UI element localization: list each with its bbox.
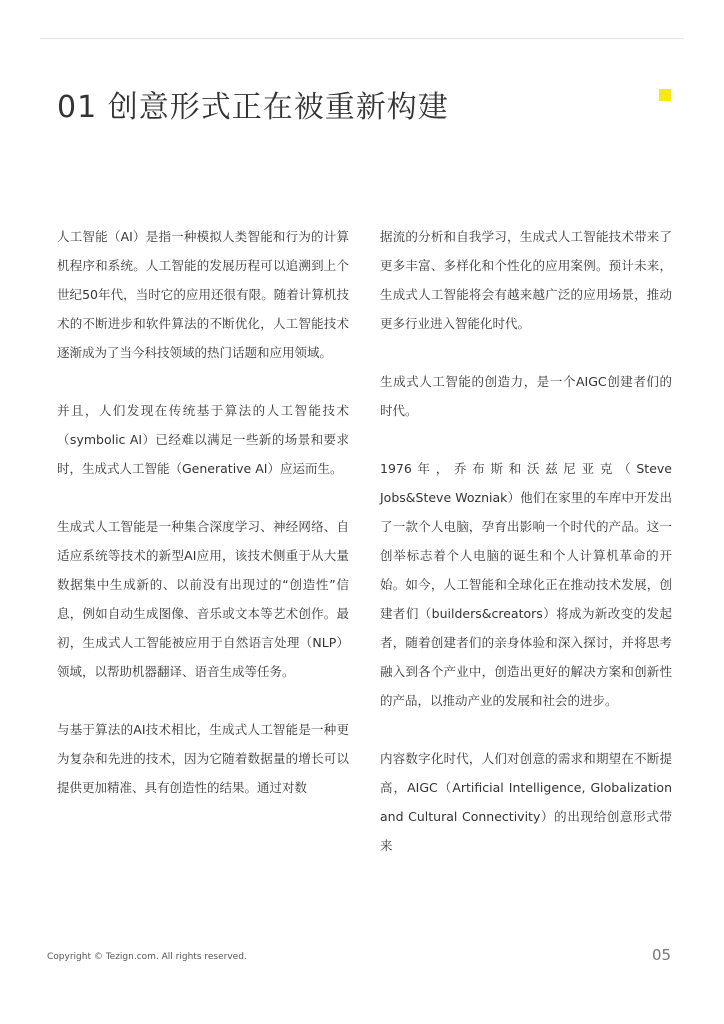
body-paragraph: 生成式人工智能是一种集合深度学习、神经网络、自适应系统等技术的新型AI应用，该技术侧重于从大量数据集中生成新的、以前没有出现过的“创造性”信息，例如自动生成图像、音乐或文本等艺术创作。最初，生成式人工智能被应用于自然语言处理（NLP）领域，以帮助机器翻译、语音生成等任务。 <box>57 519 349 679</box>
header-divider <box>40 38 684 39</box>
body-paragraph: 内容数字化时代，人们对创意的需求和期望在不断提高，AIGC（Artificial Intelligence, Globalization and Cultural Connectivity）的出现给创意形式带来 <box>380 751 672 853</box>
footer-copyright: Copyright © Tezign.com. All rights reserved. <box>47 952 247 962</box>
body-paragraph: 1976年，乔布斯和沃兹尼亚克（Steve Jobs&Steve Wozniak）他们在家里的车库中开发出了一款个人电脑，孕育出影响一个时代的产品。这一创举标志着个人电脑的诞生和个人计算机革命的开始。如今，人工智能和全球化正在推动技术发展，创建者们（builders&creators）将成为新改变的发起者，随着创建者们的亲身体验和深入探讨，并将思考融入到各个产业中，创造出更好的解决方案和创新性的产品，以推动产业的发展和社会的进步。 <box>380 461 672 708</box>
body-paragraph: 并且，人们发现在传统基于算法的人工智能技术（symbolic AI）已经难以满足一些新的场景和要求时，生成式人工智能（Generative AI）应运而生。 <box>57 403 349 476</box>
accent-square-decoration <box>659 89 671 101</box>
body-paragraph: 与基于算法的AI技术相比，生成式人工智能是一种更为复杂和先进的技术，因为它随着数据量的增长可以提供更加精准、具有创造性的结果。通过对数 <box>57 722 349 795</box>
page-title: 01 创意形式正在被重新构建 <box>57 90 449 125</box>
left-text-column <box>57 222 349 802</box>
page-number: 05 <box>652 946 672 964</box>
body-paragraph: 据流的分析和自我学习，生成式人工智能技术带来了更多丰富、多样化和个性化的应用案例。预计未来，生成式人工智能将会有越来越广泛的应用场景，推动更多行业进入智能化时代。 <box>380 229 672 331</box>
right-text-column <box>380 222 672 860</box>
body-paragraph: 人工智能（AI）是指一种模拟人类智能和行为的计算机程序和系统。人工智能的发展历程可以追溯到上个世纪50年代，当时它的应用还很有限。随着计算机技术的不断进步和软件算法的不断优化，人工智能技术逐渐成为了当今科技领域的热门话题和应用领域。 <box>57 229 349 360</box>
body-paragraph: 生成式人工智能的创造力，是一个AIGC创建者们的时代。 <box>380 374 672 418</box>
